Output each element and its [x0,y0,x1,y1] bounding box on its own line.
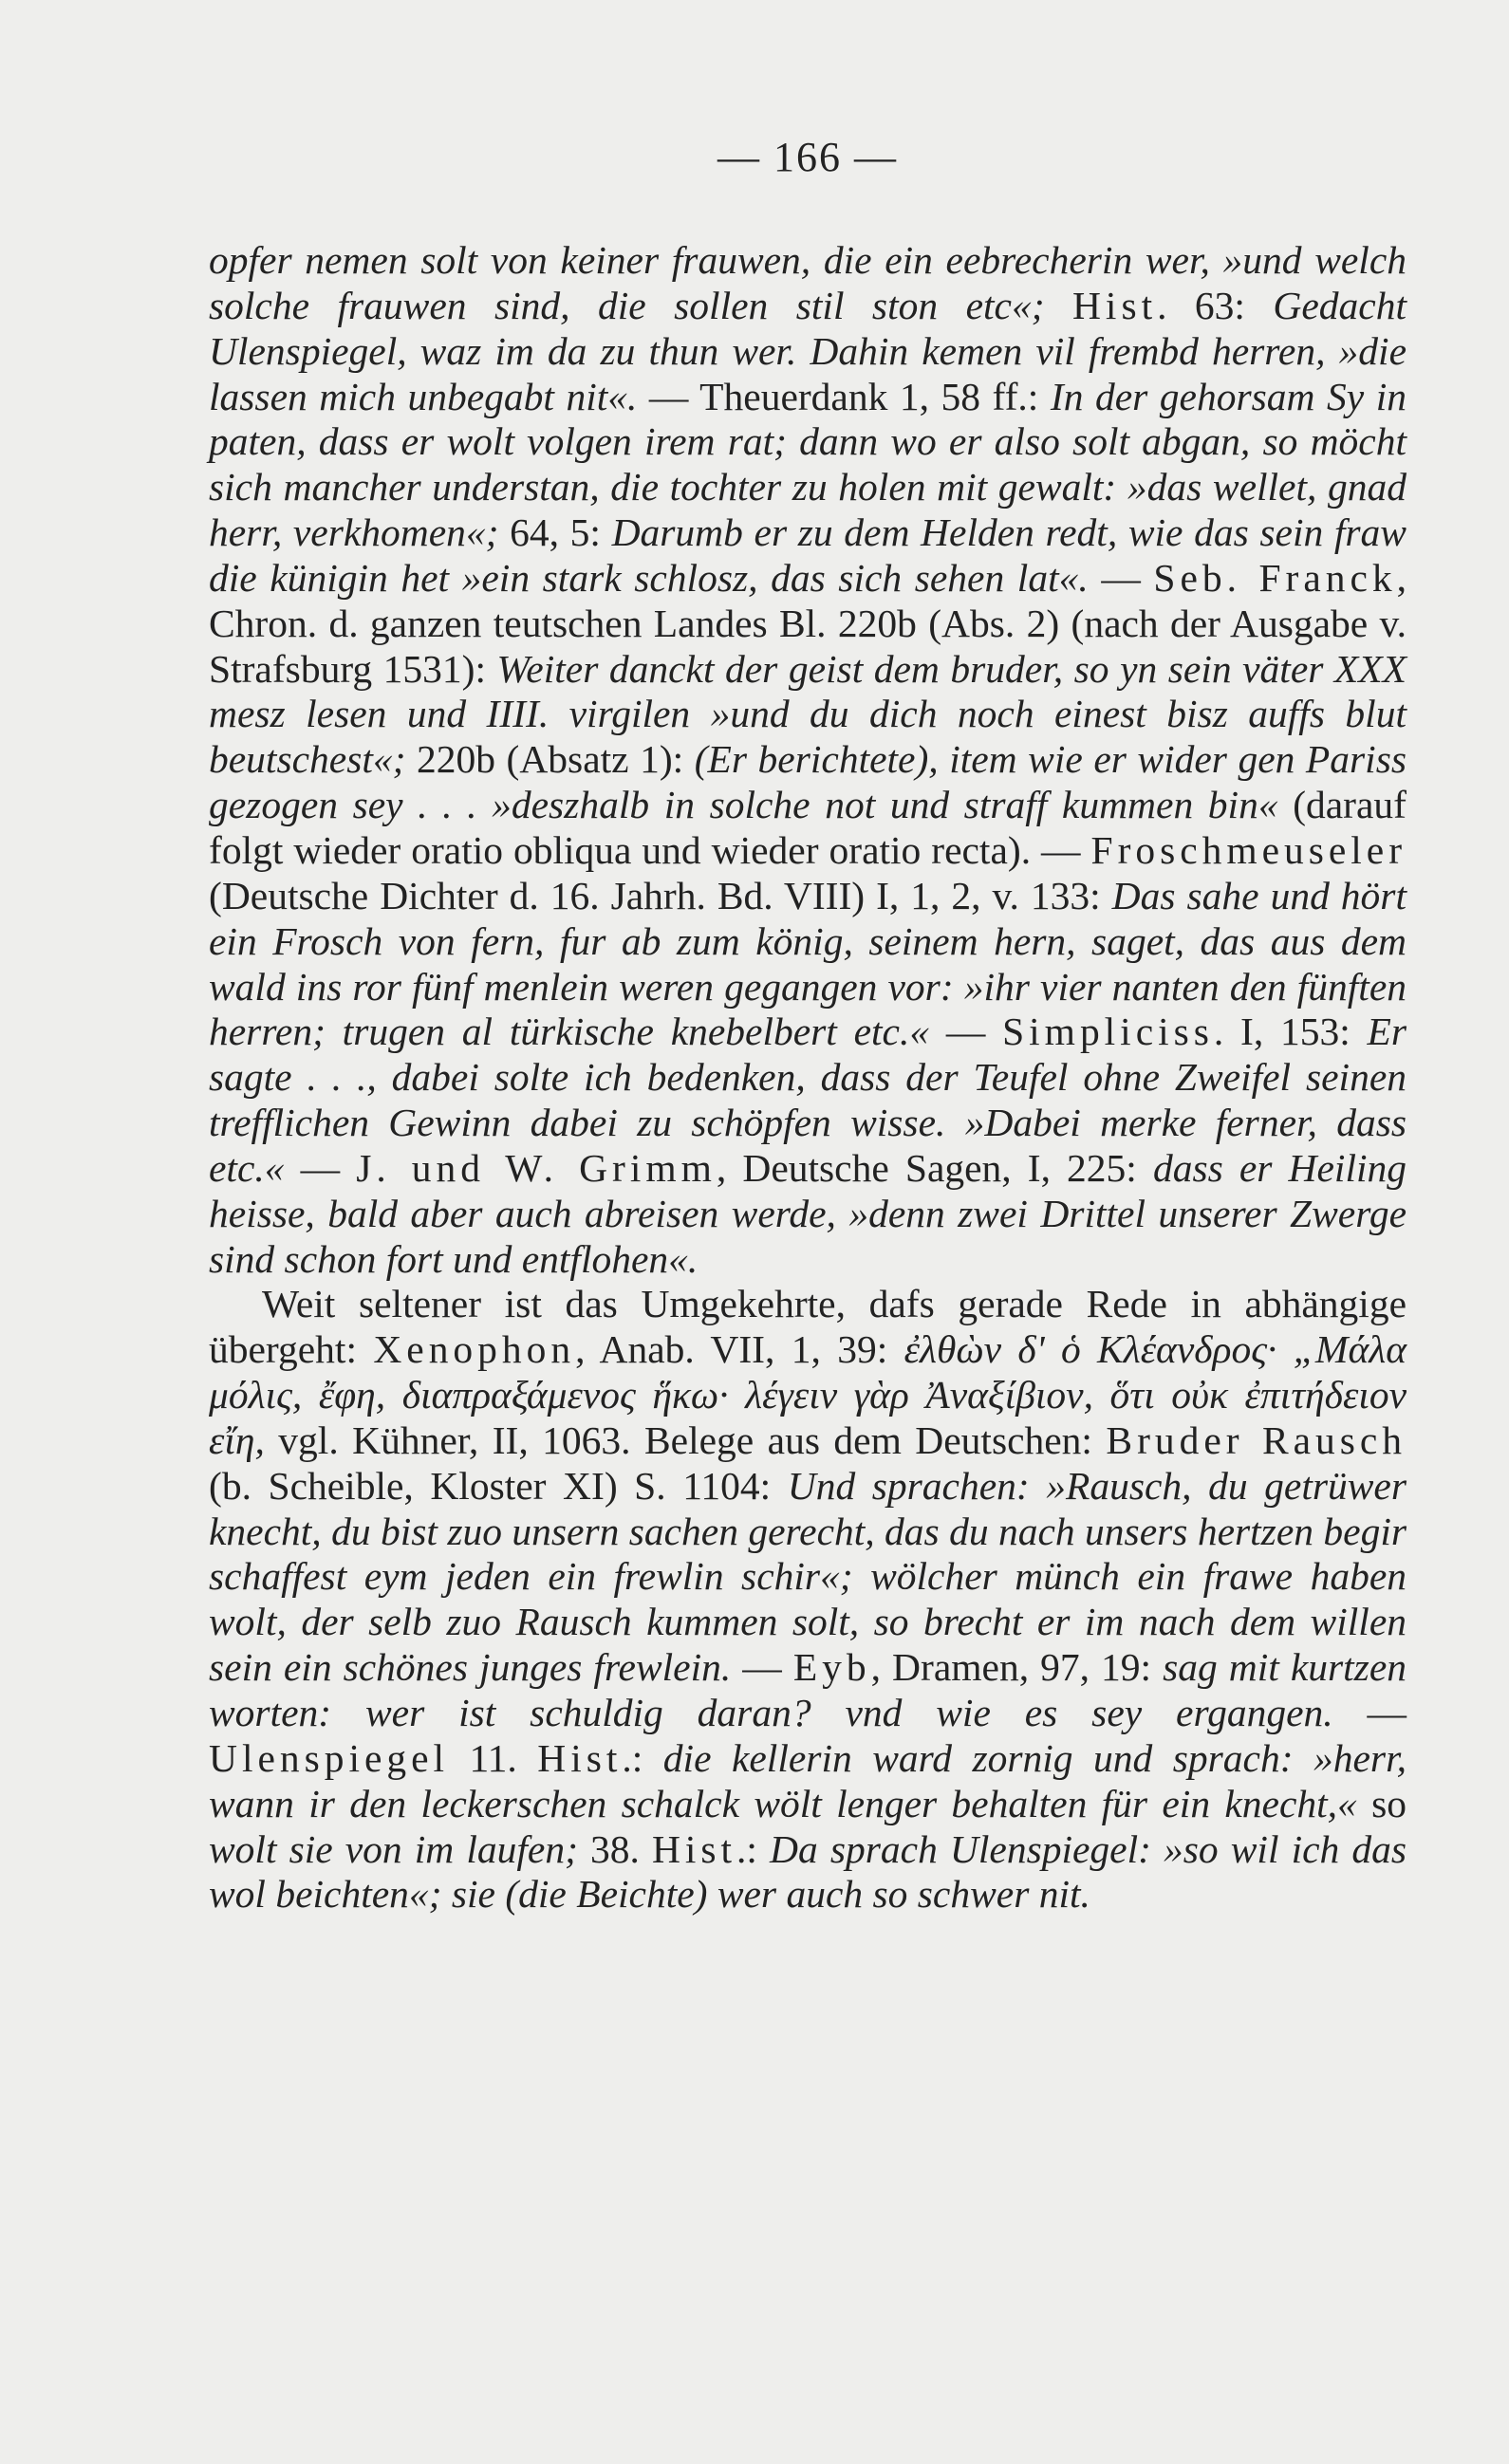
text-run: , Anab. VII, 1, 39: [575,1327,904,1372]
text-run: 64, 5: [498,510,612,555]
text-run: 11. [449,1735,538,1780]
spaced-author-name: Simpliciss [1002,1010,1214,1054]
text-run: 220b (Absatz 1): [405,737,695,782]
text-run: .: [736,1826,771,1871]
spaced-author-name: Eyb [792,1645,871,1690]
text-run: . I, 153: [1213,1010,1368,1054]
text-run: 38. [577,1826,652,1871]
text-run: — [1332,1691,1407,1734]
text-run: (Deutsche Dichter d. 16. Jahrh. Bd. VIII) I, 1, 2, v. 133: [209,873,1112,917]
italic-quote: Und sprachen: »Rausch, du getrüwer knecht, du bist zuo unsern sachen gerecht, das du nach unsers hertzen begir schaffest eym jeden ein frewlin schir«; wölcher münch ein frawe haben wolt, der selb zuo Rausch kummen solt, so brecht er im nach dem willen sein ein schönes junges frewlein. [209,1463,1407,1690]
text-run: — [284,1145,357,1190]
text-run: so [1356,1781,1407,1825]
text-run: vgl. Kühner, II, 1063. Belege aus dem Deutschen: [264,1417,1107,1462]
text-run: — [929,1010,1003,1054]
page-number: — 166 — [717,134,898,180]
spaced-author-name: Xenophon [373,1327,576,1372]
italic-quote: dass er Heiling heisse, bald aber auch abreisen werde, »denn zwei Drittel unserer Zwerge sind schon fort und entflohen«. [209,1145,1407,1281]
spaced-author-name: Bruder Rausch [1106,1417,1407,1462]
text-run: Weit seltener ist das Umgekehrte, dafs gerade Rede in abhängige übergeht: [209,1282,1407,1372]
paragraph [209,238,1407,1282]
text-run: , Deutsche Sagen, I, 225: [716,1145,1153,1190]
text-run: , Dramen, 97, 19: [870,1645,1164,1690]
italic-quote: Gedacht Ulenspiegel, waz im da zu thun wer. Dahin kemen vil frembd herren, »die lassen mich unbegabt nit«. [209,283,1407,418]
italic-quote: ἐλθὼν δ' ὁ Κλέανδρος· „Μάλα μόλις, ἔφη, διαπραξάμενος ἥκω· λέγειν γὰρ Ἀναξίβιον, ὅτι οὐκ ἐπιτήδειον εἴη, [209,1327,1407,1462]
italic-quote: sag mit kurtzen worten: wer ist schuldig daran? vnd wie es sey ergangen. [209,1645,1407,1734]
italic-quote: Da sprach Ulenspiegel: »so wil ich das wol beichten«; sie (die Beichte) wer auch so schwer nit. [209,1826,1407,1917]
text-run: — [731,1645,793,1690]
italic-quote: Darumb er zu dem Helden redt, wie das sein fraw die künigin het »ein stark schlosz, das sich sehen lat«. [209,510,1407,600]
spaced-author-name: Ulenspiegel [209,1735,449,1780]
italic-quote: die kellerin ward zornig und sprach: »herr, wann ir den leckerschen schalck wölt lenger behalten für ein knecht,« [209,1735,1407,1825]
spaced-author-name: Froschmeuseler [1090,827,1407,872]
spaced-author-name: Hist [651,1826,737,1871]
italic-quote: (Er berichtete), item wie er wider gen Pariss gezogen sey . . . »deszhalb in solche not und straff kummen bin« [209,737,1407,827]
text-run: (darauf folgt wieder oratio obliqua und wieder oratio recta). — [209,783,1407,872]
text-run: . 63: [1157,283,1274,327]
spaced-author-name: Seb. Franck [1153,555,1397,600]
paragraph [209,1282,1407,1917]
text-run: — Theuerdank 1, 58 ff.: [637,374,1051,418]
italic-quote: Er sagte . . ., dabei solte ich bedenken, dass der Teufel ohne Zweifel seinen trefflichen Gewinn dabei zu schöpfen wisse. »Dabei merke ferner, dass etc.« [209,1010,1407,1190]
spaced-author-name: Hist [537,1735,623,1780]
italic-quote: Das sahe und hört ein Frosch von fern, fur ab zum könig, seinem hern, saget, das aus dem wald ins ror fünf menlein weren gegangen vor: »ihr vier nanten den fünften herren; trugen al türkische knebelbert etc.« [209,873,1407,1054]
text-run: (b. Scheible, Kloster XI) S. 1104: [209,1463,788,1508]
italic-quote: opfer nemen solt von keiner frauwen, die ein eebrecherin wer, »und welch solche frauwen sind, die sollen stil ston etc«; [209,238,1407,327]
text-run: .: [622,1735,663,1780]
text-run: , Chron. d. ganzen teutschen Landes Bl. 220b (Abs. 2) (nach der Ausgabe v. Strafsburg 1531): [209,555,1407,691]
spaced-author-name: Hist [1071,283,1158,327]
italic-quote: In der gehorsam Sy in paten, dass er wolt volgen irem rat; dann wo er also solt abgan, so möcht sich mancher understan, die tochter zu holen mit gewalt: »das wellet, gnad herr, verkhomen«; [209,374,1407,555]
italic-quote: Weiter danckt der geist dem bruder, so yn sein väter XXX mesz lesen und IIII. virgilen »und du dich noch einest bisz auffs blut beutschest«; [209,646,1407,782]
spaced-author-name: J. und W. Grimm [356,1145,717,1190]
italic-quote: wolt sie von im laufen; [209,1826,578,1871]
text-run: — [1088,555,1154,600]
body-text [209,238,1407,1917]
